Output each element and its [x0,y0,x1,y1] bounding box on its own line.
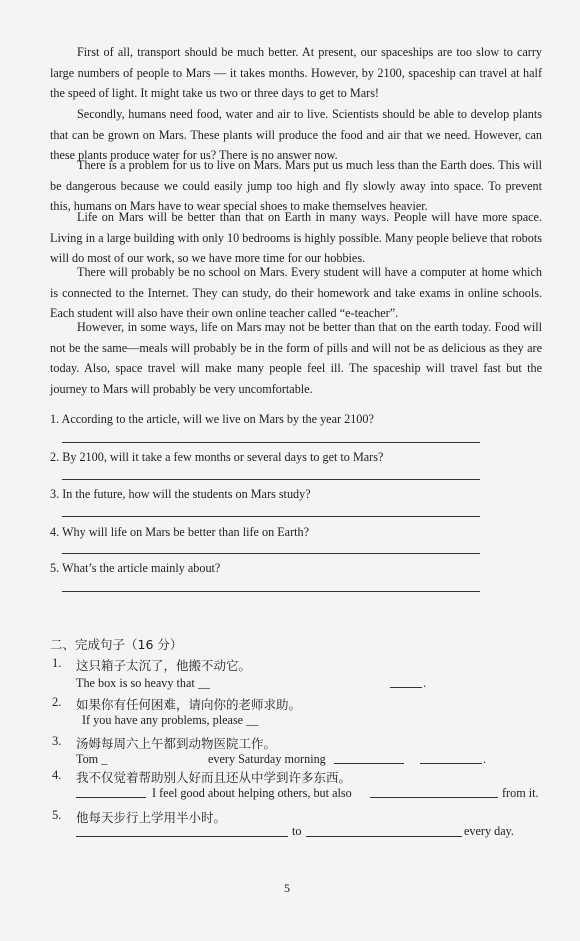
answer-line-5[interactable] [62,591,480,592]
paragraph-gravity: There is a problem for us to live on Mars. Mars put us much less than the Earth does. This will be dangerous because we could easily jump too high and fly slowly away into space. To prevent this, humans on Mars have to wear special shoes to make themselves heavier. [50,158,542,214]
question-2: 2. By 2100, will it take a few months or several days to get to Mars? [50,450,384,464]
paragraph-school: There will probably be no school on Mars. Every student will have a computer at home which is connected to the Internet. They can study, do their homework and take exams in online schools. Each student will also have their own online teacher called “e-teacher”. [50,265,542,321]
question-1: 1. According to the article, will we live on Mars by the year 2100? [50,412,374,426]
paragraph-better-life: Life on Mars will be better than that on Earth in many ways. People will have more space. Living in a large building with only 10 bedrooms is highly possible. Many people believe that robots will do most of our work, so we have more time for our hobbies. [50,210,542,266]
item-3-period: . [483,752,487,766]
item-2-number: 2. [52,695,62,709]
question-5: 5. What’s the article mainly about? [50,561,221,575]
item-3-chinese: 汤姆每周六上午都到动物医院工作。 [76,736,277,751]
item-3-english-middle: every Saturday morning [208,752,326,766]
item-4-blank-1[interactable] [76,797,146,798]
item-4-english-end: from it. [502,786,539,800]
item-1-period: . [423,676,427,690]
section-title: 二、完成句子（16 分） [50,637,183,652]
item-5-blank-1[interactable] [76,836,288,837]
item-2-english: If you have any problems, please __ [82,713,259,727]
item-5-chinese: 他每天步行上学用半小时。 [76,810,227,825]
item-4-english: I feel good about helping others, but also [152,786,352,800]
page-number: 5 [284,881,290,895]
item-4-chinese: 我不仅觉着帮助别人好而且还从中学到许多东西。 [76,770,352,785]
item-1-chinese: 这只箱子太沉了，他搬不动它。 [76,658,252,673]
item-5-number: 5. [52,808,62,822]
answer-line-3[interactable] [62,516,480,517]
item-1-english: The box is so heavy that __ [76,676,211,690]
paragraph-transport: First of all, transport should be much better. At present, our spaceships are too slow to carry large numbers of people to Mars — it takes months. However, by 2100, spaceship can travel at half the speed of light. It might take us two or three days to get to Mars! [50,45,542,101]
answer-line-1[interactable] [62,442,480,443]
question-4: 4. Why will life on Mars be better than life on Earth? [50,525,310,539]
paragraph-drawbacks: However, in some ways, life on Mars may not be better than that on the earth today. Food will not be the same—meals will probably be in the form of pills and will not be as delicious as they are today. Also, space travel will make many people feel ill. The spaceship will travel fast but the journey to Mars will probably be very uncomfortable. [50,320,542,396]
item-1-blank[interactable] [390,687,422,688]
answer-line-2[interactable] [62,479,480,480]
item-5-to: to [292,824,302,838]
item-3-english-start: Tom _ [76,752,108,766]
item-2-chinese: 如果你有任何困难，请向你的老师求助。 [76,697,302,712]
item-4-number: 4. [52,768,62,782]
answer-line-4[interactable] [62,553,480,554]
paragraph-food: Secondly, humans need food, water and air to live. Scientists should be able to develop plants that can be grown on Mars. These plants will produce the food and air that we need. However, can these plants produce water for us? There is no answer now. [50,107,542,163]
item-5-blank-2[interactable] [306,836,462,837]
item-1-number: 1. [52,656,62,670]
item-4-blank-2[interactable] [370,797,498,798]
item-3-blank-2[interactable] [420,763,482,764]
item-5-english-end: every day. [464,824,514,838]
item-3-number: 3. [52,734,62,748]
item-3-blank-1[interactable] [334,763,404,764]
question-3: 3. In the future, how will the students on Mars study? [50,487,311,501]
